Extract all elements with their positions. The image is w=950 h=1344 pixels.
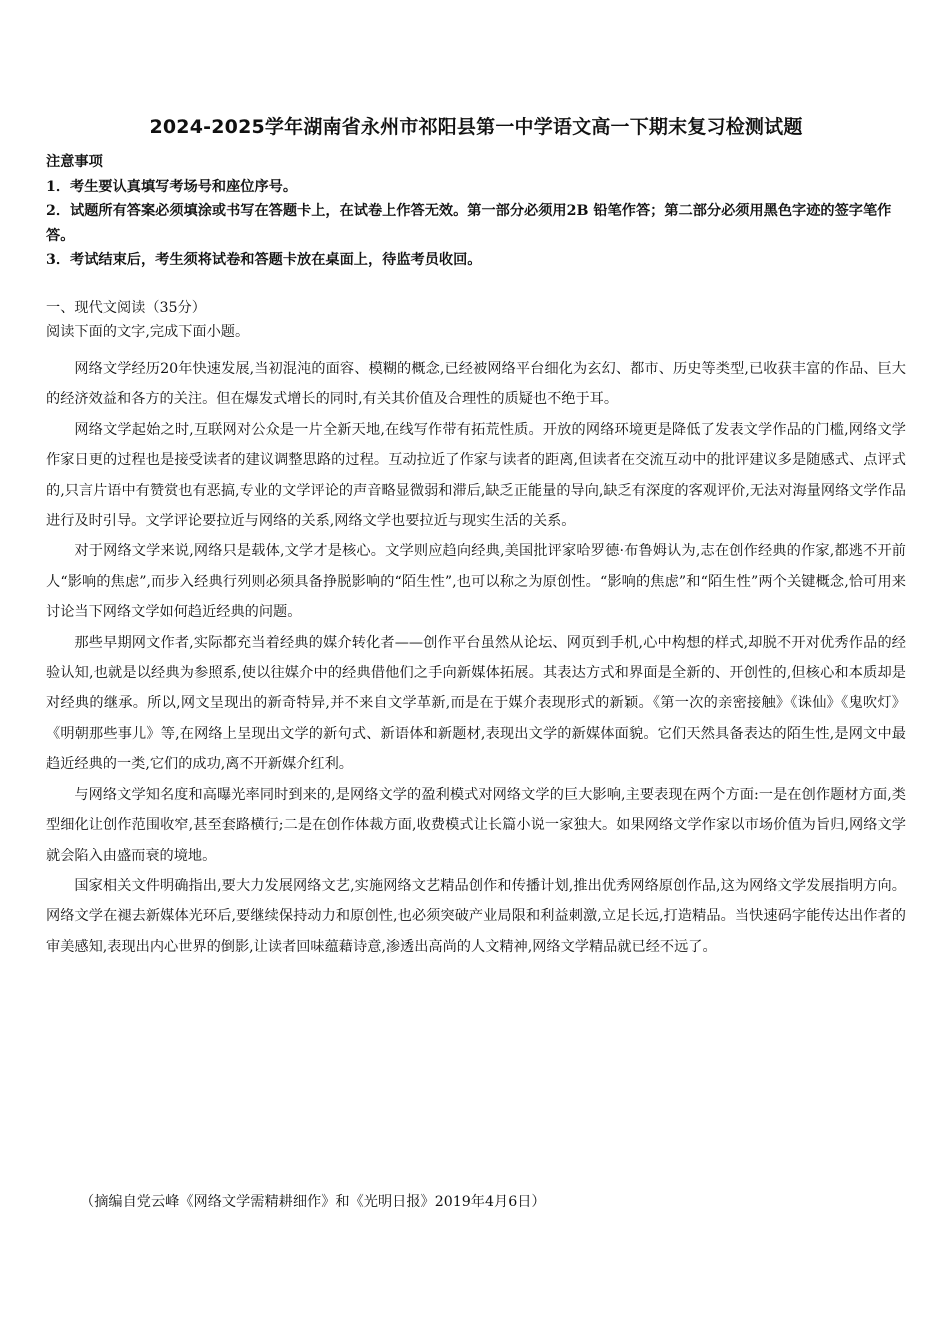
exam-title: 2024-2025学年湖南省永州市祁阳县第一中学语文高一下期末复习检测试题	[149, 116, 803, 138]
notice-item-2: 2．试题所有答案必须填涂或书写在答题卡上，在试卷上作答无效。第一部分必须用2B 铅笔作答；第二部分必须用黑色字迹的签字笔作答。	[46, 203, 892, 244]
notice-block	[46, 150, 906, 273]
passage-source: （摘编自党云峰《网络文学需精耕细作》和《光明日报》2019年4月6日）	[80, 1194, 546, 1210]
section-instruction: 阅读下面的文字,完成下面小题。	[46, 324, 250, 340]
notice-heading: 注意事项	[46, 154, 103, 170]
passage-paragraph: 与网络文学知名度和高曝光率同时到来的,是网络文学的盈利模式对网络文学的巨大影响,主要表现在两个方面:一是在创作题材方面,类型细化让创作范围收窄,甚至套路横行;二是在创作体裁方面,收费模式让长篇小说一家独大。如果网络文学作家以市场价值为旨归,网络文学就会陷入由盛而衰的境地。	[46, 786, 906, 864]
passage-paragraph: 网络文学起始之时,互联网对公众是一片全新天地,在线写作带有拓荒性质。开放的网络环境更是降低了发表文学作品的门槛,网络文学作家日更的过程也是接受读者的建议调整思路的过程。互动拉近了作家与读者的距离,但读者在交流互动中的批评建议多是随感式、点评式的,只言片语中有赞赏也有恶搞,专业的文学评论的声音略显微弱和滞后,缺乏正能量的导向,缺乏有深度的客观评价,无法对海量网络文学作品进行及时引导。文学评论要拉近与网络的关系,网络文学也要拉近与现实生活的关系。	[46, 421, 906, 530]
passage-paragraph: 那些早期网文作者,实际都充当着经典的媒介转化者——创作平台虽然从论坛、网页到手机,心中构想的样式,却脱不开对优秀作品的经验认知,也就是以经典为参照系,使以往媒介中的经典借他们之手向新媒体拓展。其表达方式和界面是全新的、开创性的,但核心和本质却是对经典的继承。所以,网文呈现出的新奇特异,并不来自文学革新,而是在于媒介表现形式的新颖。《第一次的亲密接触》《诛仙》《鬼吹灯》《明朝那些事儿》等,在网络上呈现出文学的新句式、新语体和新题材,表现出文学的新媒体面貌。它们天然具备表达的陌生性,是网文中最趋近经典的一类,它们的成功,离不开新媒介红利。	[46, 634, 906, 773]
notice-item-1: 1．考生要认真填写考场号和座位序号。	[46, 178, 298, 195]
passage-paragraph: 国家相关文件明确指出,要大力发展网络文艺,实施网络文艺精品创作和传播计划,推出优秀网络原创作品,这为网络文学发展指明方向。网络文学在褪去新媒体光环后,要继续保持动力和原创性,也必须突破产业局限和利益刺激,立足长远,打造精品。当快速码字能传达出作者的审美感知,表现出内心世界的倒影,让读者回味蕴藉诗意,渗透出高尚的人文精神,网络文学精品就已经不远了。	[46, 877, 906, 955]
reading-passage	[46, 354, 906, 962]
section-header	[46, 296, 906, 344]
passage-paragraph: 对于网络文学来说,网络只是载体,文学才是核心。文学则应趋向经典,美国批评家哈罗德·布鲁姆认为,志在创作经典的作家,都逃不开前人“影响的焦虑”,而步入经典行列则必须具备挣脱影响的“陌生性”,也可以称之为原创性。“影响的焦虑”和“陌生性”两个关键概念,恰可用来讨论当下网络文学如何趋近经典的问题。	[46, 543, 906, 621]
notice-item-3: 3．考试结束后，考生须将试卷和答题卡放在桌面上，待监考员收回。	[46, 252, 482, 268]
passage-paragraph: 网络文学经历20年快速发展,当初混沌的面容、模糊的概念,已经被网络平台细化为玄幻、都市、历史等类型,已收获丰富的作品、巨大的经济效益和各方的关注。但在爆发式增长的同时,有关其价值及合理性的质疑也不绝于耳。	[46, 361, 906, 408]
section-heading: 一、现代文阅读（35分）	[46, 300, 206, 316]
